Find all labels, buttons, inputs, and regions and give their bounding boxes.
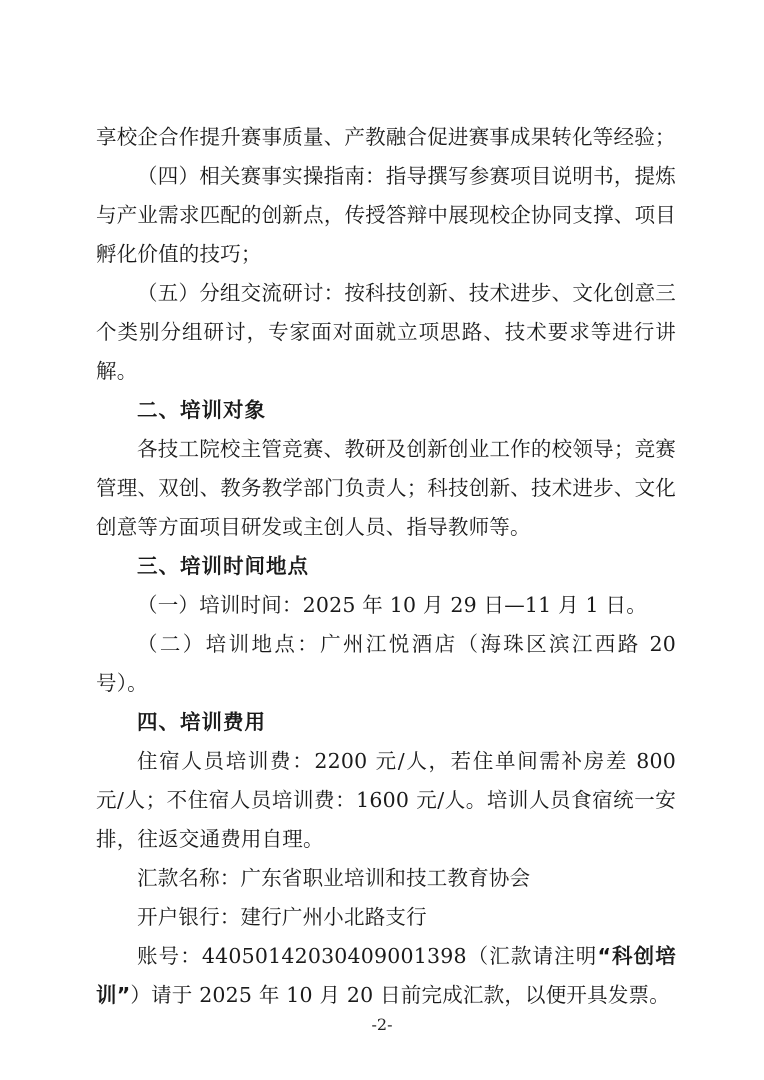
heading-section-three: 三、培训时间地点 [137,554,309,578]
paragraph-item-five: （五）分组交流研讨：按科技创新、技术进步、文化创意三个类别分组研讨，专家面对面就立项思路、技术要求等进行讲解。 [96,281,676,383]
account-text-emphasis: “科创培训” [96,944,676,1007]
heading-section-two: 二、培训对象 [137,398,266,422]
paragraph-remittance-name: 汇款名称：广东省职业培训和技工教育协会 [137,866,531,890]
paragraph-training-time: （一）培训时间：2025 年 10 月 29 日—11 月 1 日。 [137,593,647,617]
paragraph-item-four: （四）相关赛事实操指南：指导撰写参赛项目说明书，提炼与产业需求匹配的创新点，传授答辩中展现校企协同支撑、项目孵化价值的技巧； [96,164,676,266]
account-text-suffix: ）请于 2025 年 10 月 20 日前完成汇款，以便开具发票。 [130,983,670,1007]
paragraph-section-two-body: 各技工院校主管竞赛、教研及创新创业工作的校领导；竞赛管理、双创、教务教学部门负责人；科技创新、技术进步、文化创意等方面项目研发或主创人员、指导教师等。 [96,437,676,539]
paragraph-remittance-bank: 开户银行：建行广州小北路支行 [137,905,427,929]
page-number: -2- [371,1015,393,1034]
heading-section-four: 四、培训费用 [137,710,266,734]
paragraph-remittance-account [96,937,676,1015]
paragraph-training-place: （二）培训地点：广州江悦酒店（海珠区滨江西路 20 号）。 [96,632,676,695]
paragraph-training-fee: 住宿人员培训费：2200 元/人，若住单间需补房差 800 元/人；不住宿人员培训费：1600 元/人。培训人员食宿统一安排，往返交通费用自理。 [96,749,676,851]
paragraph-continued-top: 享校企合作提升赛事质量、产教融合促进赛事成果转化等经验； [96,125,676,149]
document-body [96,118,676,1015]
account-text-prefix: 账号：44050142030409001398（汇款请注明 [137,944,598,968]
page-footer [0,1015,764,1034]
